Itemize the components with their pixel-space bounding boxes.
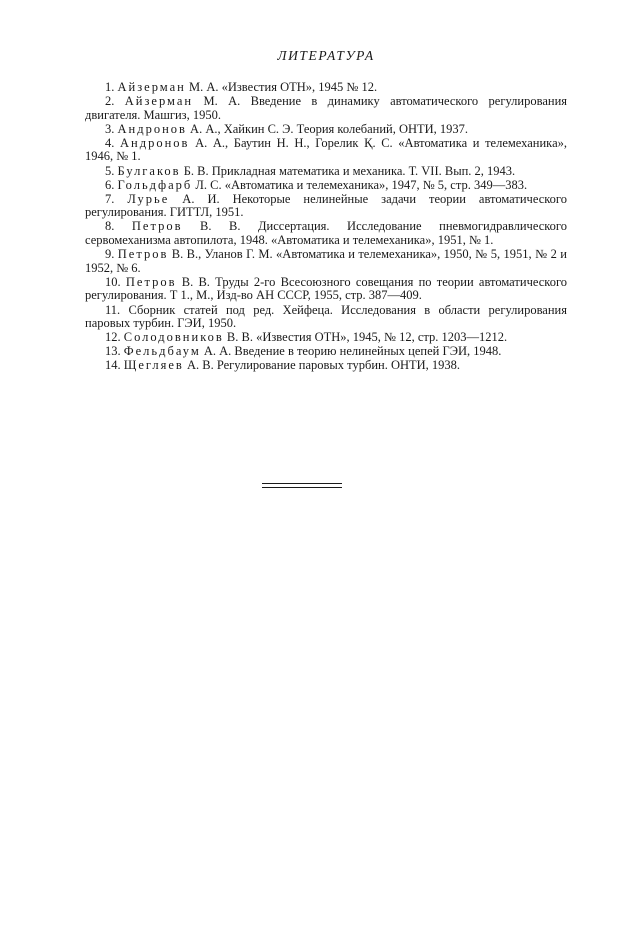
reference-author: Гольдфарб (117, 177, 193, 192)
page-title: ЛИТЕРАТУРА (277, 48, 375, 63)
reference-text: М. А. Введение в динамику автоматического регулирования двигателя. Машгиз, 1950. (85, 94, 568, 122)
reference-author: Щегляев (123, 358, 184, 373)
reference-author: Лурье (127, 191, 170, 206)
reference-text: А. А., Хайкин С. Э. Теория колебаний, ОНТИ, 1937. (186, 121, 469, 136)
reference-text: А. А. Введение в теорию нелинейных цепей ГЭИ, 1948. (200, 344, 502, 359)
reference-text: В. В. Диссертация. Исследование пневмогидравлического сервомеханизма автопилота, 1948. «Автоматика и телемеханика», 1951, № 1. (85, 219, 567, 248)
reference-item (85, 179, 567, 193)
reference-number: 3. (105, 121, 115, 136)
reference-author: Айзерман (117, 80, 186, 94)
reference-author: Петров (125, 274, 177, 289)
reference-text: А. В. Регулирование паровых турбин. ОНТИ, 1938. (183, 358, 461, 373)
reference-text: Б. В. Прикладная математика и механика. Т. VII. Вып. 2, 1943. (180, 163, 516, 178)
reference-item (85, 137, 567, 164)
reference-author: Булгаков (117, 163, 181, 178)
reference-author: Айзерман (124, 94, 194, 109)
reference-item (85, 220, 567, 247)
reference-item (85, 331, 567, 345)
reference-number: 14. (105, 358, 121, 373)
reference-number: 13. (105, 344, 121, 359)
reference-number: 10. (105, 274, 121, 289)
reference-author: Фельдбаум (123, 344, 201, 359)
reference-list (85, 81, 567, 373)
reference-text: В. В., Уланов Г. М. «Автоматика и телемеханика», 1950, № 5, 1951, № 2 и 1952, № 6. (85, 247, 567, 275)
reference-number: 7. (105, 191, 115, 206)
reference-number: 11. (105, 302, 121, 317)
reference-number: 6. (105, 177, 115, 192)
reference-number: 12. (105, 330, 121, 345)
reference-number: 4. (105, 135, 115, 150)
reference-item (85, 193, 567, 220)
reference-text: В. В. Труды 2-го Всесоюзного совещания по теории автоматического регулирования. Т 1., М., Изд-во АН СССР, 1955, стр. 387—409. (85, 274, 568, 303)
reference-author: Солодовников (123, 330, 224, 345)
reference-number: 2. (105, 94, 115, 109)
reference-item (85, 81, 567, 95)
reference-item (85, 123, 567, 137)
reference-text: А. А., Баутин Н. Н., Горелик Қ. С. «Автоматика и телемеханика», 1946, № 1. (85, 135, 567, 164)
reference-item (85, 276, 567, 303)
reference-text: М. А. «Известия ОТН», 1945 № 12. (185, 80, 378, 94)
reference-number: 9. (105, 247, 115, 262)
reference-item (85, 95, 567, 122)
end-rule-top (262, 483, 342, 484)
bibliography-page (85, 48, 567, 373)
reference-item (85, 359, 567, 373)
reference-author: Петров (117, 247, 169, 262)
reference-author: Петров (131, 219, 183, 234)
reference-item (85, 345, 567, 359)
reference-author: Андронов (117, 121, 187, 136)
reference-author: Андронов (120, 135, 190, 150)
reference-text: Сборник статей под ред. Хейфеца. Исследования в области регулирования паровых турбин. ГЭИ, 1950. (85, 302, 567, 331)
reference-text: А. И. Некоторые нелинейные задачи теории автоматического регулирования. ГИТТЛ, 1951. (85, 191, 568, 220)
reference-number: 8. (105, 219, 115, 234)
reference-number: 1. (105, 80, 115, 94)
reference-item (85, 165, 567, 179)
reference-item (85, 248, 567, 275)
reference-item (85, 304, 567, 331)
reference-number: 5. (105, 163, 115, 178)
reference-text: Л. С. «Автоматика и телемеханика», 1947, № 5, стр. 349—383. (192, 177, 528, 192)
reference-text: В. В. «Известия ОТН», 1945, № 12, стр. 1203—1212. (223, 330, 508, 345)
end-rule-bottom (262, 487, 342, 488)
